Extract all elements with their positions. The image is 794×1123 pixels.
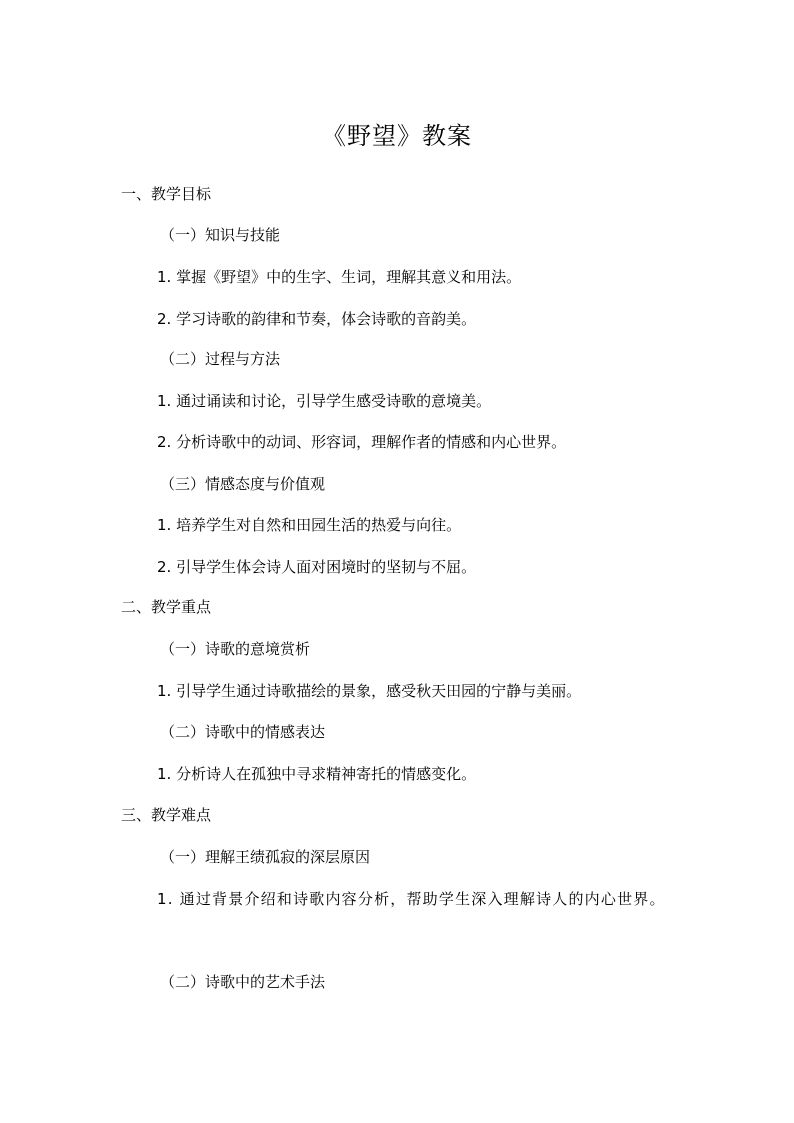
list-item: 1. 分析诗人在孤独中寻求精神寄托的情感变化。: [157, 765, 477, 783]
subsection-heading: （二）诗歌中的艺术手法: [160, 973, 326, 991]
list-item: 2. 引导学生体会诗人面对困境时的坚韧与不屈。: [157, 558, 477, 576]
section-heading-difficulties: 三、教学难点: [121, 806, 212, 824]
list-item: 1. 培养学生对自然和田园生活的热爱与向往。: [157, 516, 462, 534]
subsection-heading: （一）诗歌的意境赏析: [160, 640, 311, 658]
list-item: 1. 通过诵读和讨论，引导学生感受诗歌的意境美。: [157, 392, 492, 410]
section-heading-key-points: 二、教学重点: [121, 598, 212, 616]
list-item: 1. 引导学生通过诗歌描绘的景象，感受秋天田园的宁静与美丽。: [157, 682, 582, 700]
subsection-heading: （二）诗歌中的情感表达: [160, 723, 326, 741]
list-item: 1. 掌握《野望》中的生字、生词，理解其意义和用法。: [157, 268, 522, 286]
list-item: 2. 分析诗歌中的动词、形容词，理解作者的情感和内心世界。: [157, 433, 567, 451]
subsection-heading: （一）知识与技能: [160, 226, 281, 244]
subsection-heading: （三）情感态度与价值观: [160, 475, 326, 493]
subsection-heading: （二）过程与方法: [160, 350, 281, 368]
list-item: 1. 通过背景介绍和诗歌内容分析，帮助学生深入理解诗人的内心世界。: [157, 890, 666, 908]
section-heading-objectives: 一、教学目标: [121, 185, 212, 203]
document-title: 《野望》教案: [322, 122, 472, 150]
subsection-heading: （一）理解王绩孤寂的深层原因: [160, 848, 371, 866]
list-item: 2. 学习诗歌的韵律和节奏，体会诗歌的音韵美。: [157, 310, 477, 328]
